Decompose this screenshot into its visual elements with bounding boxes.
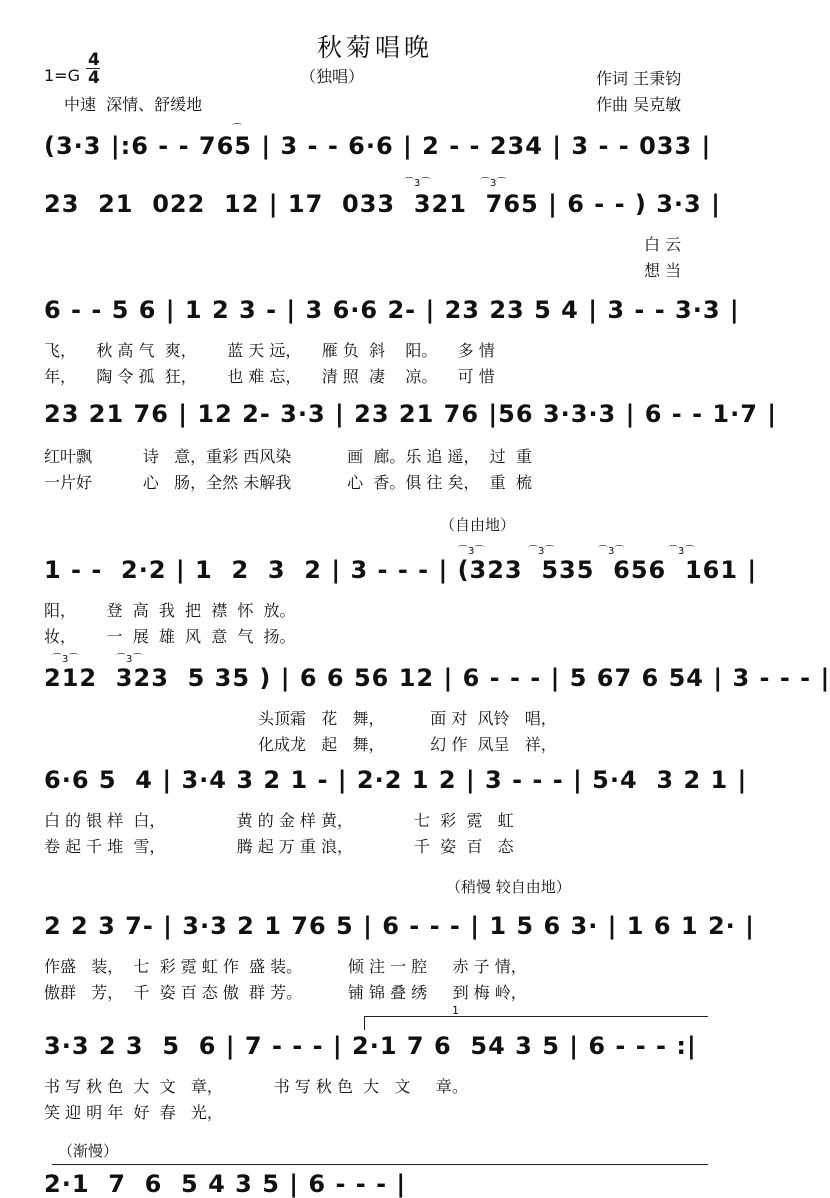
lyric-row-2-verse-2: 想 当	[644, 261, 682, 280]
triplet-mark: ⌒3⌒	[458, 546, 485, 557]
lyric-row-8-verse-1: 作盛 装， 七 彩 霓 虹 作 盛 装。 倾 注 一 腔 赤 子 情，	[44, 957, 527, 976]
score-row-9: 3·3 2 3 5 6 | 7 - - - | 2·1 7 6 54 3 5 | 6 - - - :|	[44, 1032, 697, 1060]
key-signature: 1=G	[44, 66, 80, 85]
tempo-marking: 中速 深情、舒缓地	[64, 95, 203, 114]
ritardando-marking: （渐慢）	[58, 1142, 119, 1160]
volta-number: 1	[452, 1004, 459, 1017]
song-title: 秋菊唱晚	[316, 33, 433, 62]
time-signature-top: 4	[88, 50, 100, 70]
score-row-4: 23 21 76 | 12 2- 3·3 | 23 21 76 |56 3·3·3 | 6 - - 1·7 |	[44, 400, 778, 428]
triplet-mark: ⌒3⌒	[404, 178, 431, 189]
lyric-row-6-verse-2: 化成龙 起 舞， 幻 作 凤呈 祥，	[258, 735, 557, 754]
lyric-row-4-verse-1: 红叶飘 诗 意，重彩 西风染 画 廊。乐 追 遥， 过 重	[44, 447, 532, 466]
lyric-row-7-verse-1: 白 的 银 样 白， 黄 的 金 样 黄， 七 彩 霓 虹	[44, 811, 514, 830]
lyric-row-5-verse-2: 妆， 一 展 雄 风 意 气 扬。	[44, 627, 296, 646]
score-row-5: 1 - - 2·2 | 1 2 3 2 | 3 - - - | (323 535 656 161 |	[44, 556, 758, 584]
triplet-mark: ⌒3⌒	[598, 546, 625, 557]
triplet-mark: ⌒3⌒	[52, 654, 79, 665]
lyric-row-3-verse-2: 年， 陶 令 孤 狂， 也 难 忘， 清 照 凄 凉。 可 惜	[44, 367, 495, 386]
free-tempo-marking: （自由地）	[440, 516, 516, 534]
score-row-7: 6·6 5 4 | 3·4 3 2 1 - | 2·2 1 2 | 3 - - - | 5·4 3 2 1 |	[44, 766, 748, 794]
composer: 作曲 吴克敏	[596, 95, 682, 114]
triplet-mark: ⌒3⌒	[116, 654, 143, 665]
slower-tempo-marking: （稍慢 较自由地）	[446, 878, 571, 896]
lyric-row-4-verse-2: 一片好 心 肠，全然 未解我 心 香。俱 往 矣， 重 梳	[44, 473, 532, 492]
triplet-mark: ⌒3⌒	[668, 546, 695, 557]
score-row-3: 6 - - 5 6 | 1 2 3 - | 3 6·6 2- | 23 23 5 4 | 3 - - 3·3 |	[44, 296, 740, 324]
lyric-row-5-verse-1: 阳， 登 高 我 把 襟 怀 放。	[44, 601, 296, 620]
lyric-row-3-verse-1: 飞， 秋 高 气 爽， 蓝 天 远， 雁 负 斜 阳。 多 情	[44, 341, 495, 360]
score-row-6: 212 323 5 35 ) | 6 6 56 12 | 6 - - - | 5 67 6 54 | 3 - - - |	[44, 664, 830, 692]
lyric-row-7-verse-2: 卷 起 千 堆 雪， 腾 起 万 重 浪， 千 姿 百 态	[44, 837, 514, 856]
lyric-row-6-verse-1: 头顶霜 花 舞， 面 对 风铃 唱，	[258, 709, 557, 728]
slur-mark: ⌒	[232, 124, 242, 135]
lyric-row-2-verse-1: 白 云	[644, 235, 682, 254]
triplet-mark: ⌒3⌒	[480, 178, 507, 189]
time-signature-bottom: 4	[88, 68, 100, 88]
lyricist: 作词 王秉钧	[596, 69, 682, 88]
lyric-row-9-verse-1: 书 写 秋 色 大 文 章， 书 写 秋 色 大 文 章。	[44, 1077, 468, 1096]
lyric-row-8-verse-2: 傲群 芳， 千 姿 百 态 傲 群 芳。 铺 锦 叠 绣 到 梅 岭，	[44, 983, 527, 1002]
score-row-2: 23 21 022 12 | 17 033 321 765 | 6 - - ) 3·3 |	[44, 190, 721, 218]
song-subtitle: （独唱）	[300, 67, 365, 86]
score-row-10: 2·1 7 6 5 4 3 5 | 6 - - - |	[44, 1170, 407, 1198]
score-row-8: 2 2 3 7- | 3·3 2 1 76 5 | 6 - - - | 1 5 6 3· | 1 6 1 2· |	[44, 912, 755, 940]
lyric-row-9-verse-2: 笑 迎 明 年 好 春 光，	[44, 1103, 223, 1122]
score-row-1: (3·3 |:6 - - 765 | 3 - - 6·6 | 2 - - 234 | 3 - - 033 |	[44, 132, 712, 160]
triplet-mark: ⌒3⌒	[528, 546, 555, 557]
